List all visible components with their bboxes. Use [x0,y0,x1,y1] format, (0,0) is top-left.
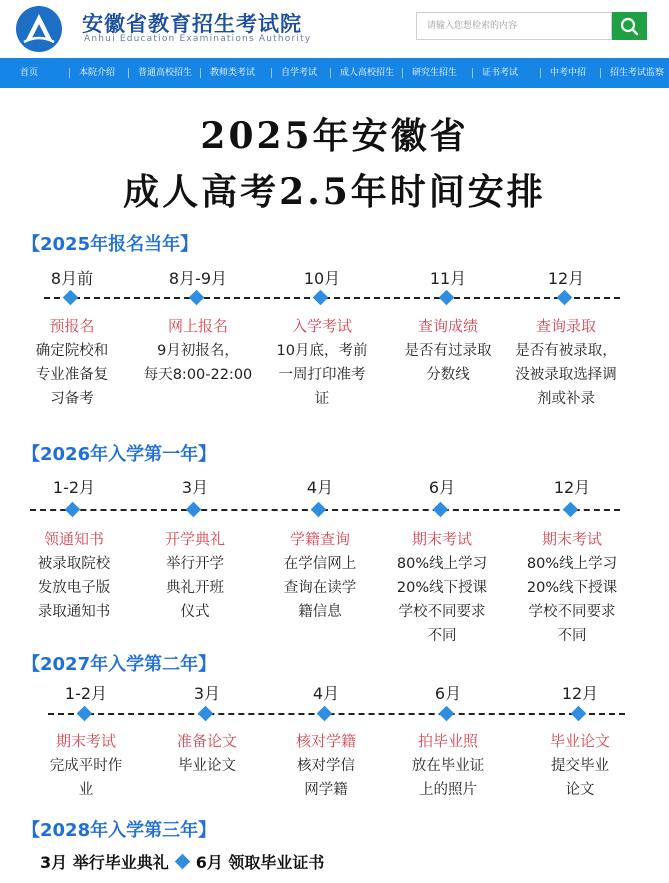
event-title: 期末考试 [55,732,116,750]
event-title: 期末考试 [411,530,472,548]
site-header [0,0,669,58]
diamond-icon [189,290,205,306]
diamond-icon [557,290,573,306]
diamond-icon [186,502,202,518]
diamond-icon [174,854,190,870]
event-description: 毕业论文 [178,758,236,774]
section-title-2028: 【2028年入学第三年】 [22,820,217,841]
diamond-icon [571,706,587,722]
time-label: 12月 [561,684,599,703]
diamond-icon [439,706,455,722]
event-description: 被录取院校 发放电子版 录取通知书 [37,556,111,620]
milestone-certificate: 6月 领取毕业证书 [195,853,325,872]
nav-separator [472,68,473,78]
diamond-icon [439,290,455,306]
nav-separator [128,68,129,78]
nav-separator [600,68,601,78]
main-nav [0,58,669,88]
poster-title-line1: 2025年安徽省 [200,115,469,157]
event-description: 放在毕业证 上的照片 [411,758,485,798]
diamond-icon [63,290,79,306]
nav-item-8[interactable]: 中考中招 [550,68,587,78]
nav-separator [69,68,70,78]
event-title: 预报名 [49,317,95,335]
event-description: 是否有被录取， 没被录取选择调 剂或补录 [515,343,617,407]
time-label: 10月 [303,269,341,288]
search-icon [612,12,647,40]
time-label: 8月前 [50,269,94,288]
event-title: 开学典礼 [164,530,225,548]
nav-separator [402,68,403,78]
time-label: 3月 [181,478,209,497]
event-title: 毕业论文 [549,732,610,750]
section-title: 【2026年入学第一年】 [22,444,217,465]
event-title: 学籍查询 [289,530,350,548]
time-label: 1-2月 [52,478,96,497]
diamond-icon [433,502,449,518]
event-description: 确定院校和 专业准备复 习备考 [35,343,109,407]
time-label: 1-2月 [64,684,108,703]
timeline-line [48,713,625,715]
event-title: 入学考试 [291,317,352,335]
diamond-icon [77,706,93,722]
event-description: 提交毕业 论文 [551,758,609,798]
search-button[interactable] [612,12,647,40]
section-title: 【2027年入学第二年】 [22,654,217,675]
event-description: 在学信网上 查询在读学 籍信息 [283,556,357,620]
nav-separator [540,68,541,78]
time-label: 8月-9月 [168,269,228,288]
section-title: 【2025年报名当年】 [22,234,199,255]
event-description: 80%线上学习 20%线下授课 学校不同要求 不同 [526,556,618,644]
diamond-icon [198,706,214,722]
nav-item-9[interactable]: 招生考试监察 [610,68,665,78]
search-input[interactable]: 请输入您想检索的内容 [416,12,612,40]
event-title: 拍毕业照 [417,732,478,750]
event-title: 准备论文 [176,732,237,750]
nav-item-2[interactable]: 普通高校招生 [138,68,193,78]
event-title: 查询成绩 [417,317,478,335]
site-title[interactable]: 安徽省教育招生考试院 [82,12,302,36]
diamond-icon [563,502,579,518]
event-description: 9月初报名， 每天8:00-22:00 [143,343,253,383]
event-description: 80%线上学习 20%线下授课 学校不同要求 不同 [396,556,488,644]
event-title: 核对学籍 [295,732,356,750]
event-title: 领通知书 [43,530,104,548]
nav-item-3[interactable]: 教师类考试 [210,68,256,78]
diamond-icon [317,706,333,722]
event-description: 是否有过录取 分数线 [404,343,492,383]
time-label: 11月 [429,269,467,288]
time-label: 6月 [434,684,462,703]
event-description: 10月底，考前 一周打印准考 证 [276,343,368,407]
nav-item-5[interactable]: 成人高校招生 [340,68,395,78]
event-title: 期末考试 [541,530,602,548]
nav-item-6[interactable]: 研究生招生 [412,68,458,78]
poster-title-line2: 成人高考2.5年时间安排 [123,171,546,213]
site-subtitle: Anhui Education Examinations Authority [84,34,312,44]
event-title: 查询录取 [535,317,596,335]
nav-separator [330,68,331,78]
event-description: 核对学信 网学籍 [297,758,355,798]
diamond-icon [311,502,327,518]
nav-item-4[interactable]: 自学考试 [281,68,318,78]
time-label: 6月 [428,478,456,497]
time-label: 3月 [193,684,221,703]
logo-icon[interactable] [14,4,64,54]
time-label: 12月 [547,269,585,288]
diamond-icon [313,290,329,306]
time-label: 4月 [312,684,340,703]
milestone-graduation-ceremony: 3月 举行毕业典礼 [40,853,169,872]
nav-separator [200,68,201,78]
event-title: 网上报名 [167,317,228,335]
time-label: 12月 [553,478,591,497]
diamond-icon [65,502,81,518]
timeline-line [44,297,620,299]
nav-item-0[interactable]: 首页 [20,68,39,78]
event-description: 完成平时作 业 [49,758,123,798]
final-milestones [40,850,324,873]
event-description: 举行开学 典礼开班 仪式 [166,556,224,620]
time-label: 4月 [306,478,334,497]
nav-separator [271,68,272,78]
nav-item-7[interactable]: 证书考试 [482,68,519,78]
nav-item-1[interactable]: 本院介绍 [79,68,116,78]
